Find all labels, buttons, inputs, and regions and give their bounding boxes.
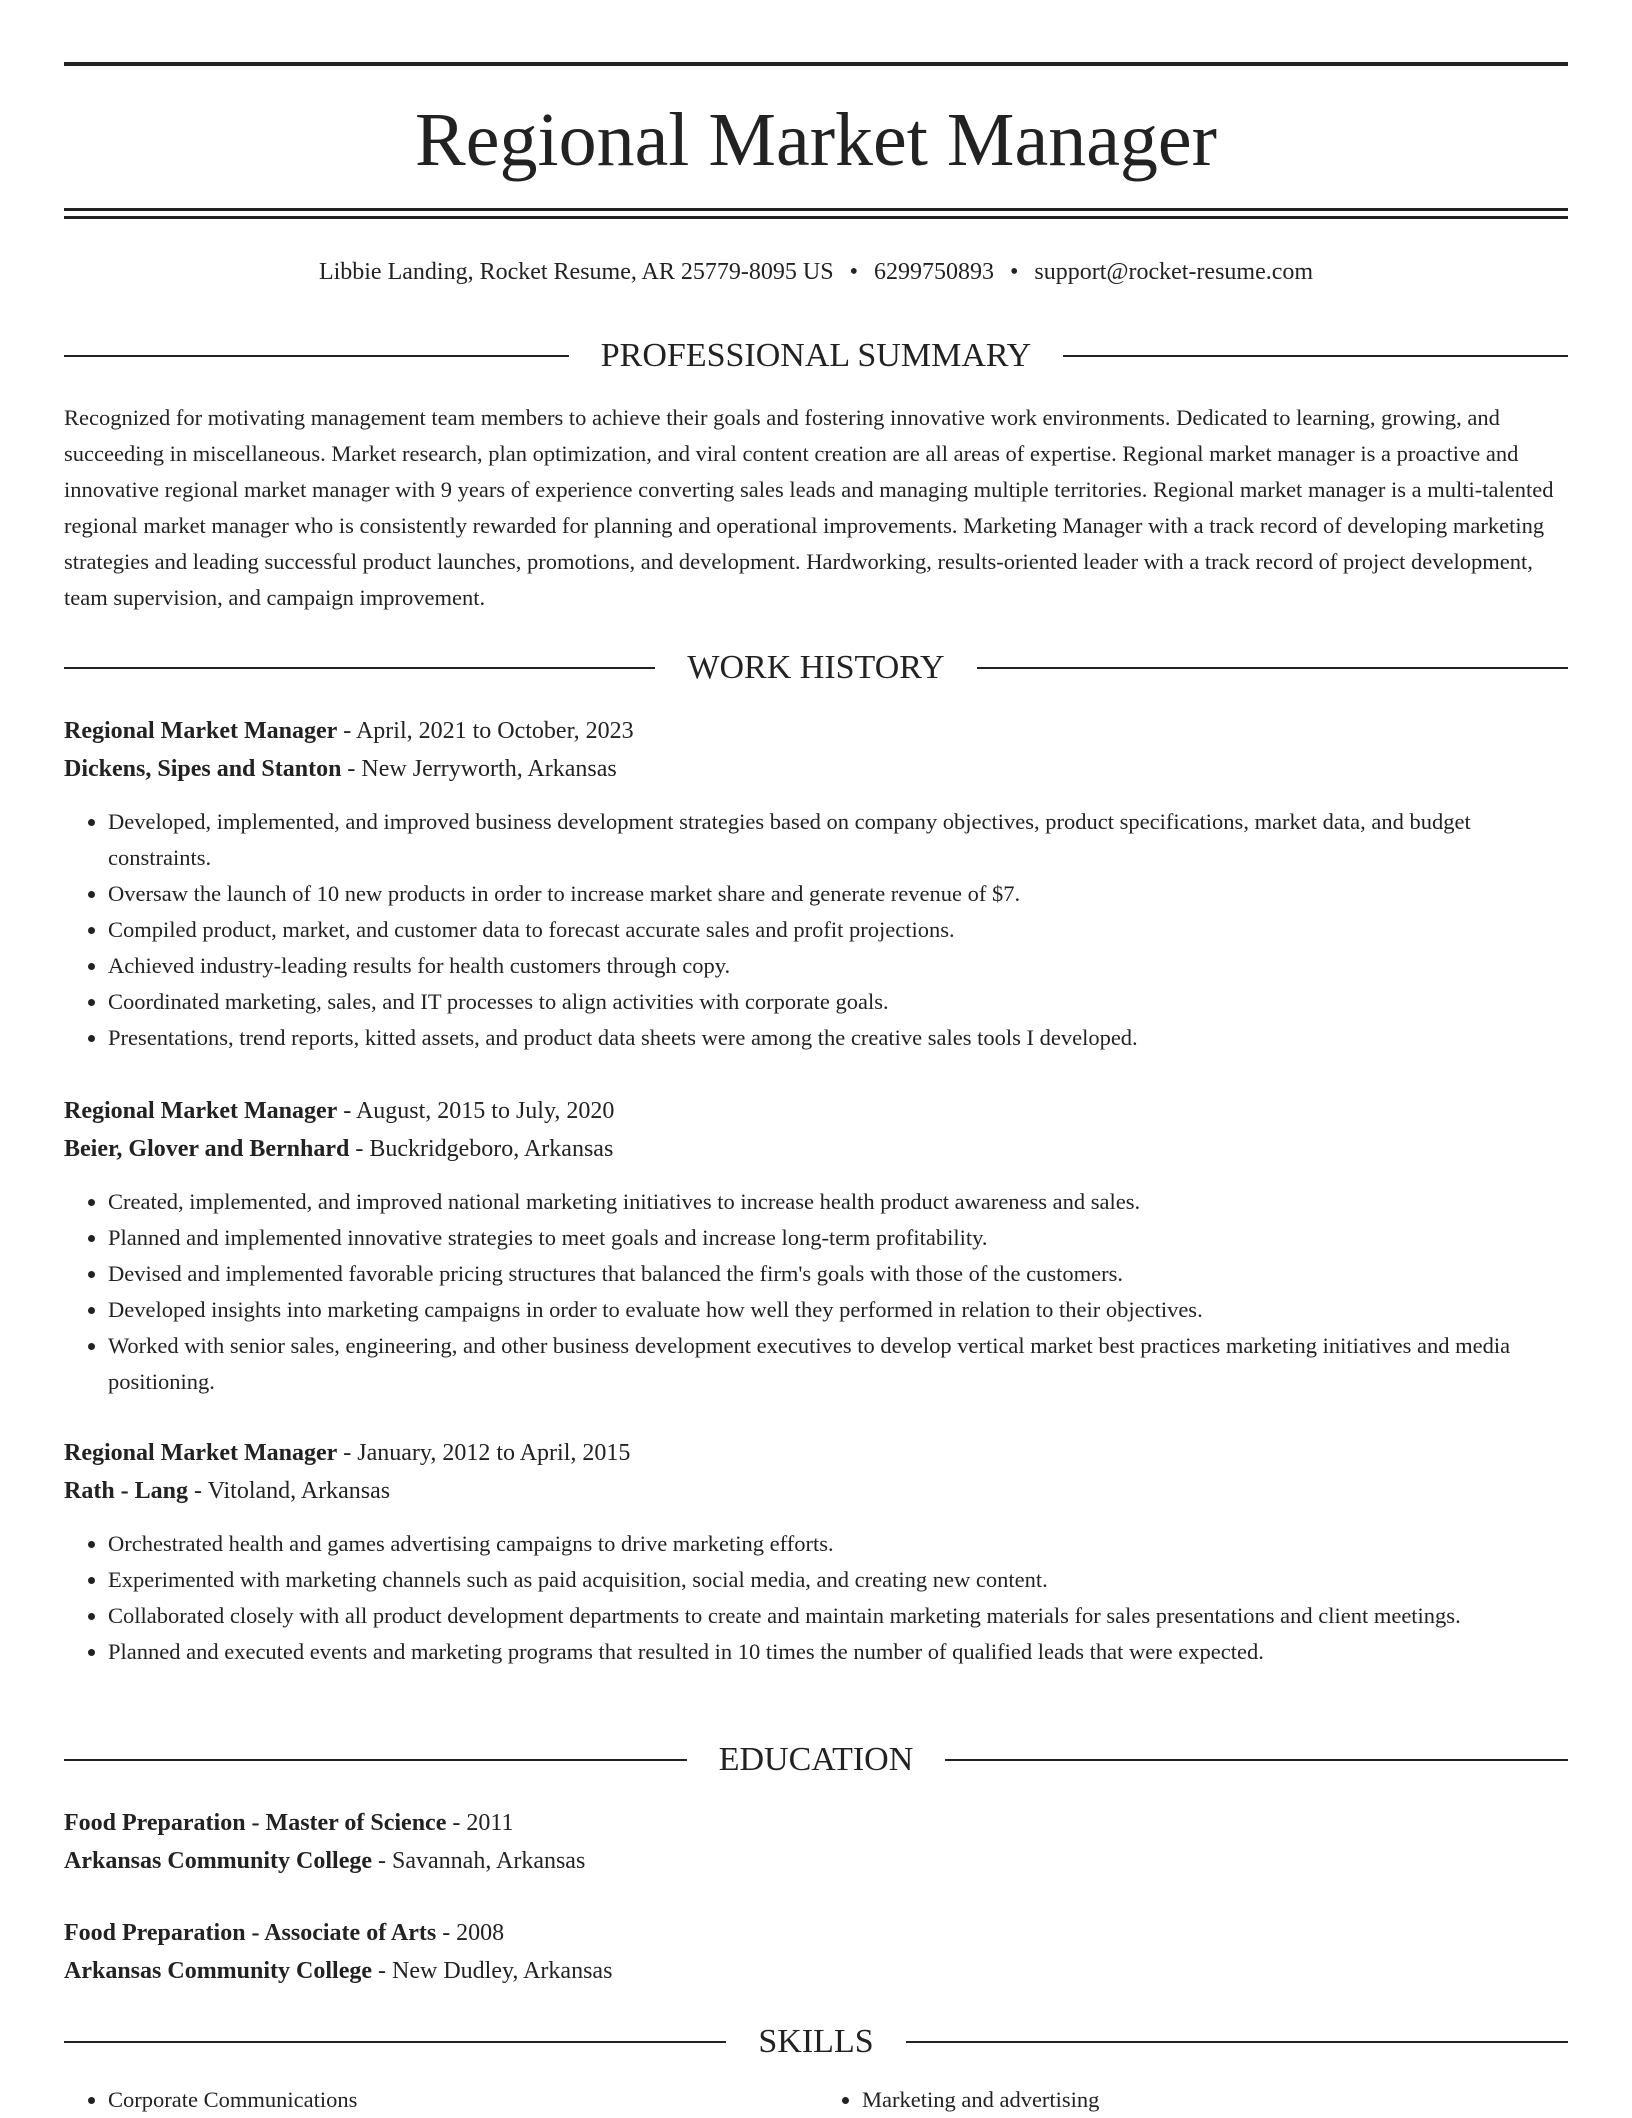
- job-title: Regional Market Manager: [64, 718, 338, 744]
- education-location: - New Dudley, Arkansas: [372, 1958, 613, 1984]
- list-item: • Devised and implemented favorable pricing structures that balanced the firm's goals with those of the customers.: [108, 1256, 1568, 1292]
- section-title: PROFESSIONAL SUMMARY: [600, 337, 1032, 374]
- resume-title: Regional Market Manager: [415, 98, 1217, 182]
- job-dates: - January, 2012 to April, 2015: [337, 1440, 631, 1466]
- list-item: • Created, implemented, and improved national marketing initiatives to increase health product awareness and sales.: [108, 1184, 1568, 1220]
- summary-text: Recognized for motivating management team members to achieve their goals and fostering innovative work environments. Dedicated to learning, growing, and succeeding in miscellaneous. Market research, plan optimization, and viral content creation are all areas of expertise. Regional market manager is a proactive and innovative regional market manager with 9 years of experience converting sales leads and managing multiple territories. Regional market manager is a multi-talented regional market manager who is consistently rewarded for planning and operational improvements. Marketing Manager with a track record of developing marketing strategies and leading successful product launches, promotions, and development. Hardworking, results-oriented leader with a track record of project development, team supervision, and campaign improvement.: [64, 405, 1554, 610]
- job-title: Regional Market Manager: [64, 1440, 338, 1466]
- job-location: - Vitoland, Arkansas: [188, 1478, 391, 1504]
- list-item: • Presentations, trend reports, kitted assets, and product data sheets were among the creative sales tools I developed.: [108, 1020, 1568, 1056]
- section-rule: [1063, 355, 1568, 357]
- list-item: • Planned and executed events and marketing programs that resulted in 10 times the number of qualified leads that were expected.: [108, 1634, 1568, 1670]
- job-company: Dickens, Sipes and Stanton: [64, 756, 342, 782]
- section-rule: [64, 355, 569, 357]
- education-degree: Food Preparation - Associate of Arts: [64, 1920, 437, 1946]
- section-header-skills: [64, 2022, 1568, 2062]
- job-company: Rath - Lang: [64, 1478, 189, 1504]
- skills-column-left: [64, 2082, 808, 2118]
- contact-separator: •: [849, 259, 858, 285]
- job-entry: [64, 1092, 1568, 1400]
- section-header-education: [64, 1740, 1568, 1780]
- job-company: Beier, Glover and Bernhard: [64, 1136, 350, 1162]
- education-entry: [64, 1804, 1568, 1880]
- education-school: Arkansas Community College: [64, 1958, 373, 1984]
- list-item: • Achieved industry-leading results for health customers through copy.: [108, 948, 1568, 984]
- list-item: • Coordinated marketing, sales, and IT processes to align activities with corporate goals.: [108, 984, 1568, 1020]
- list-item: • Orchestrated health and games advertising campaigns to drive marketing efforts.: [108, 1526, 1568, 1562]
- skills-column-right: [808, 2082, 1562, 2118]
- job-entry: [64, 1434, 1568, 1670]
- education-year: - 2011: [446, 1810, 514, 1836]
- list-item: • Experimented with marketing channels such as paid acquisition, social media, and creating new content.: [108, 1562, 1568, 1598]
- section-rule: [977, 667, 1568, 669]
- job-bullets: [64, 1526, 1568, 1670]
- list-item: • Marketing and advertising: [862, 2082, 1562, 2118]
- job-bullets: [64, 1184, 1568, 1400]
- job-entry: [64, 712, 1568, 1056]
- list-item: • Oversaw the launch of 10 new products in order to increase market share and generate revenue of $7.: [108, 876, 1568, 912]
- contact-email: support@rocket-resume.com: [1034, 259, 1314, 285]
- list-item: • Worked with senior sales, engineering, and other business development executives to develop vertical market best practices marketing initiatives and media positioning.: [108, 1328, 1568, 1400]
- contact-phone: 6299750893: [873, 259, 994, 285]
- section-rule: [64, 1759, 687, 1761]
- education-location: - Savannah, Arkansas: [372, 1848, 586, 1874]
- job-dates: - April, 2021 to October, 2023: [337, 718, 634, 744]
- skills-list: [64, 2082, 1568, 2118]
- section-header-summary: [64, 336, 1568, 376]
- education-year: - 2008: [436, 1920, 505, 1946]
- job-dates: - August, 2015 to July, 2020: [337, 1098, 615, 1124]
- list-item: • Collaborated closely with all product development departments to create and maintain marketing materials for sales presentations and client meetings.: [108, 1598, 1568, 1634]
- job-location: - New Jerryworth, Arkansas: [341, 756, 617, 782]
- list-item: • Developed insights into marketing campaigns in order to evaluate how well they performed in relation to their objectives.: [108, 1292, 1568, 1328]
- title-rule-lower: [64, 216, 1568, 219]
- job-location: - Buckridgeboro, Arkansas: [349, 1136, 614, 1162]
- contact-address: Libbie Landing, Rocket Resume, AR 25779-8095 US: [318, 259, 834, 285]
- contact-separator: •: [1009, 259, 1019, 285]
- list-item: • Corporate Communications: [108, 2082, 808, 2118]
- section-title: EDUCATION: [718, 1741, 914, 1778]
- section-title: WORK HISTORY: [687, 649, 945, 686]
- job-title: Regional Market Manager: [64, 1098, 338, 1124]
- education-degree: Food Preparation - Master of Science: [64, 1810, 447, 1836]
- title-rule-upper: [64, 208, 1568, 211]
- section-title: SKILLS: [758, 2023, 874, 2060]
- education-school: Arkansas Community College: [64, 1848, 373, 1874]
- section-rule: [64, 2041, 726, 2043]
- section-rule: [906, 2041, 1568, 2043]
- section-rule: [945, 1759, 1568, 1761]
- education-entry: [64, 1914, 1568, 1990]
- section-header-work-history: [64, 648, 1568, 688]
- list-item: • Planned and implemented innovative strategies to meet goals and increase long-term profitability.: [108, 1220, 1568, 1256]
- section-rule: [64, 667, 655, 669]
- contact-line: [64, 254, 1568, 290]
- top-rule: [64, 62, 1568, 66]
- list-item: • Developed, implemented, and improved business development strategies based on company objectives, product specifications, market data, and budget constraints.: [108, 804, 1568, 876]
- list-item: • Compiled product, market, and customer data to forecast accurate sales and profit projections.: [108, 912, 1568, 948]
- job-bullets: [64, 804, 1568, 1056]
